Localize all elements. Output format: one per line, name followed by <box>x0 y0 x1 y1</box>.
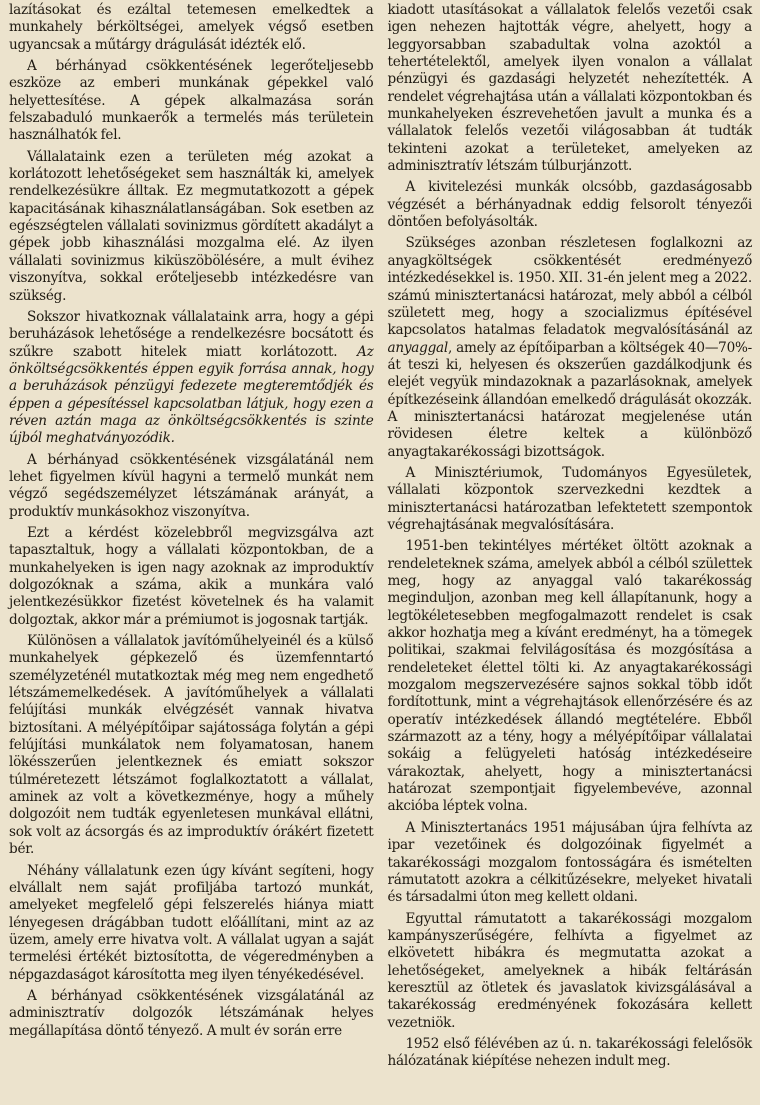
paragraph: Néhány vállalatunk ezen úgy kívánt segíteni, hogy elvállalt nem saját profiljába tartozó munkát, amelyeket megfelelő gépi felszerelés hiánya miatt lényegesen drágábban tudott előállítani, mint az az üzem, amely erre hivatva volt. A vállalat ugyan a saját termelési értékét biztosította, de végeredményben a népgazdaságot károsította meg ilyen tényékedésével. <box>9 862 374 983</box>
paragraph-text: Sokszor hivatkoznak vállalataink arra, hogy a gépi beruházások lehetősége a rendelkezésre bocsátott és szűkre szabott hitelek miatt korlátozott. <box>9 308 374 360</box>
paragraph <box>388 235 753 460</box>
paragraph: 1951-ben tekintélyes mértéket öltött azoknak a rendeleteknek száma, amelyek abból a célból születtek meg, hogy az anyaggal való takarékosság meginduljon, azonban meg kell állapítanunk, hogy a legtökéletesebben megfogalmazott rendelet is csak akkor hozhatja meg a kívánt eredményt, ha a tömegek politikai, szakmai felvilágosítása és mozgósítása a rendeleteket élettel tölti ki. Az anyagtakarékossági mozgalom megszervezésére sajnos sokkal több időt fordítottunk, mint a végrehajtások ellenőrzésére és az operatív intézkedések állandó megtételére. Ebből származott az a tény, hogy a mélyépítőipar vállalatai sokáig a felügyeleti hatóság intézkedéseire várakoztak, ahelyett, hogy a minisztertanácsi határozat szempontjait figyelembevéve, azonnal akcióba léptek volna. <box>387 538 752 815</box>
paragraph: Vállalataink ezen a területen még azokat a korlátozott lehetőségeket sem használták ki, amelyek rendelkezésükre álltak. Ez megmutatkozott a gépek kapacitásának kihasználatlanságában. Sok esetben az egészségtelen vállalati sovinizmus gördített akadályt a gépek jobb kihasználási mozgalma elé. Az ilyen vállalati sovinizmus kiküszöbölésére, a mult évihez viszonyítva, sokkal erőteljesebb intézkedésre van szükség. <box>9 148 374 304</box>
left-column <box>9 2 374 1105</box>
paragraph: Ezt a kérdést közelebbről megvizsgálva azt tapasztaltuk, hogy a vállalati központokban, de a munkahelyeken is igen nagy azoknak az improduktív dolgozóknak a száma, akik a munkára való jelentkezésükkor fizetést követelnek és ha valamit dolgoztak, akkor már a prémiumot is jogosnak tartják. <box>9 524 374 628</box>
paragraph-text: , amely az építőiparban a költségek 40—70%-át teszi ki, helyesen és okszerűen gazdálkodjunk és elejét vegyük mindazoknak a pazarlásoknak, amelyek építkezéseink állandóan emelkedő drágulását okozzák. A minisztertanácsi határozat megjelenése után rövidesen életre keltek a különböző anyagtakarékossági bizottságok. <box>387 339 752 460</box>
paragraph: kiadott utasításokat a vállalatok felelős vezetői csak igen nehezen hajtották végre, ahelyett, hogy a leggyorsabban szabadultak volna azoktól a tehertételektől, amelyek ilyen vonalon a vállalat pénzügyi és gazdasági helyzetét nehezítették. A rendelet végrehajtása után a vállalati központokban és munkahelyeken észrevehetően javult a munka és a vállalatok felelős vezetői világosabban át tudták tekinteni azokat a területeket, amelyeken az adminisztratív létszám túlburjánzott. <box>387 2 752 175</box>
paragraph: A Minisztertanács 1951 májusában újra felhívta az ipar vezetőinek és dolgozóinak figyelmét a takarékossági mozgalom fontosságára és ismételten rámutatott azokra a célkitűzésekre, melyeket hivatali és társadalmi úton meg kellett oldani. <box>387 819 752 906</box>
paragraph: A Minisztériumok, Tudományos Egyesületek, vállalati központok szervezkedni kezdtek a minisztertanácsi határozatban lefektetett szempontok végrehajtásának megvalósítására. <box>387 464 752 533</box>
paragraph: 1952 első félévében az ú. n. takarékossági felelősök hálózatának kiépítése nehezen indult meg. <box>387 1035 752 1070</box>
paragraph-text: Szükséges azonban részletesen foglalkozni az anyagköltségek csökkentését eredményező intézkedésekkel is. 1950. XII. 31-én jelent meg a 2022. számú minisztertanácsi határozat, mely abból a célból született meg, hogy a szocializmus építésével kapcsolatos hatalmas feladatok megvalósításánál az <box>387 235 752 339</box>
italic-emphasis: anyaggal <box>387 339 448 356</box>
paragraph: A bérhányad csökkentésének vizsgálatánál nem lehet figyelmen kívül hagyni a termelő munkát nem végző segédszemélyzet létszámának arányát, a produktív munkásokhoz viszonyítva. <box>9 451 374 520</box>
paragraph: A kivitelezési munkák olcsóbb, gazdaságosabb végzését a bérhányadnak eddig felsorolt tényezői döntően befolyásolták. <box>387 179 752 231</box>
paragraph: A bérhányad csökkentésének vizsgálatánál az adminisztratív dolgozók létszámának helyes megállapítása döntő tényező. A mult év során erre <box>9 987 374 1039</box>
italic-emphasis: Az önköltségcsökkentés éppen egyik forrása annak, hogy a beruházások pénzügyi fedezete megteremtődjék és éppen a gépesítéssel kapcsolatban látjuk, hogy ezen a réven aztán maga az önköltségcsökkentés is szinte újból meghatványozódik. <box>9 343 374 447</box>
paragraph: lazításokat és ezáltal tetemesen emelkedtek a munkahely bérköltségei, amelyek végső esetben ugyancsak a műtárgy drágulását idézték elő. <box>9 2 374 53</box>
right-column <box>388 2 753 1105</box>
paragraph <box>9 309 374 448</box>
paragraph: A bérhányad csökkentésének legerőteljesebb eszköze az emberi munkának gépekkel való helyettesítése. A gépek alkalmazása során felszabaduló munkaerők a termelés más területein használhatók fel. <box>9 58 374 144</box>
paragraph: Különösen a vállalatok javítóműhelyeinél és a külső munkahelyek gépkezelő és üzemfenntartó személyzeténél mutatkoztak még meg nem engedhető létszámemelkedések. A javítóműhelyek a vállalati felújítási munkák elvégzését vannak hivatva biztosítani. A mélyépítőipar sajátossága folytán a gépi felújítási munkálatok nem folyamatosan, hanem lökésszerűen jelentkeznek és emiatt sokszor túlméretezett létszámot foglalkoztatott a vállalat, aminek az volt a következménye, hogy a műhely dolgozóit nem tudták egyenletesen munkával ellátni, sok volt az ácsorgás és az improduktív órákért fizetett bér. <box>9 633 374 858</box>
paragraph: Egyuttal rámutatott a takarékossági mozgalom kampányszerűségére, felhívta a figyelmet az elkövetett hibákra és megmutatta azokat a lehetőségeket, amelyeknek a hibák feltárásán keresztül az ötletek és javaslatok kivizsgálásával a takarékosság eredményének fokozására kellett vezetniök. <box>387 910 752 1031</box>
